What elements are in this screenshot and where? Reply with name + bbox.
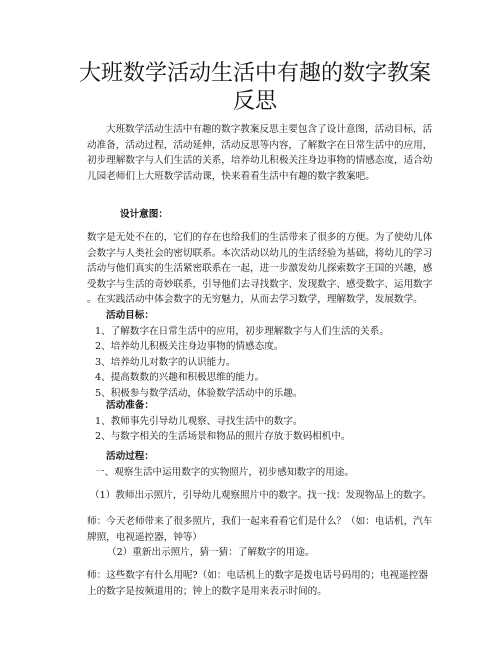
design-paragraph xyxy=(87,230,437,308)
document-title-line-1: 大班数学活动生活中有趣的数字教案 xyxy=(78,61,431,86)
process-q2 xyxy=(87,568,437,599)
intro-line: 儿园老师们上大班数学活动课，快来看看生活中有趣的数字教案吧。 xyxy=(87,170,375,182)
process-q1-line: 师：今天老师带来了很多照片，我们一起来看看它们是什么？（如：电话机，汽车 xyxy=(87,516,433,527)
process-q2-line: 师：这些数字有什么用呢?（如：电话机上的数字是拨电话号码用的；电视遥控器 xyxy=(87,570,428,581)
goals-section xyxy=(87,308,437,402)
goal-item: 1、了解数字在日常生活中的应用，初步理解数字与人们生活的关系。 xyxy=(95,325,389,337)
process-sub-2: （2）重新出示照片，猜一猜：了解数字的用途。 xyxy=(107,547,315,559)
goal-item: 2、培养幼儿积极关注身边事物的情感态度。 xyxy=(95,341,284,353)
design-line: 数字是无处不在的，它们的存在也给我们的生活带来了很多的方便。为了使幼儿体 xyxy=(87,232,433,243)
process-step-1: 一、观察生活中运用数字的实物照片，初步感知数字的用途。 xyxy=(95,466,355,478)
goal-item: 3、培养幼儿对数字的认识能力。 xyxy=(95,356,236,368)
prep-heading: 活动准备： xyxy=(106,400,154,411)
document-title-line-2: 反思 xyxy=(232,89,277,114)
prep-section xyxy=(87,398,437,445)
design-line: 受数字与生活的奇妙联系，引导他们去寻找数字、发现数字、感受数字、运用数字 xyxy=(87,278,433,290)
process-sub-1-text: （1）教师出示照片，引导幼儿观察照片中的数字。找一找：发现物品上的数字。 xyxy=(90,490,432,501)
design-heading-block xyxy=(87,207,437,223)
process-section xyxy=(87,449,437,480)
intro-line: 大班数学活动生活中有趣的数字教案反思主要包含了设计意图，活动目标，活 xyxy=(106,124,433,135)
design-line: 会数字与人类社会的密切联系。本次活动以幼儿的生活经验为基础，将幼儿的学习 xyxy=(87,247,433,259)
process-q1-line: 牌照，电视遥控器，钟等） xyxy=(87,531,203,543)
prep-item: 1、教师事先引导幼儿观察、寻找生活中的数字。 xyxy=(95,415,303,427)
intro-line: 动准备，活动过程，活动延伸，活动反思等内容，了解数字在日常生活中的应用， xyxy=(87,139,433,151)
goals-heading: 活动目标： xyxy=(106,310,154,321)
design-line: 。在实践活动中体会数字的无穷魅力，从而去学习数学，理解数学，发展数学。 xyxy=(87,294,423,306)
prep-item: 2、与数字相关的生活场景和物品的照片存放于数码相机中。 xyxy=(95,431,351,443)
process-heading: 活动过程： xyxy=(106,451,154,462)
process-sub-1 xyxy=(90,488,440,504)
design-line: 活动与他们真实的生活紧密联系在一起，进一步激发幼儿探索数字王国的兴趣，感 xyxy=(87,263,433,275)
process-q1 xyxy=(87,514,437,561)
design-heading: 设计意图： xyxy=(120,209,168,220)
intro-paragraph xyxy=(87,122,437,184)
goal-item: 4、提高数数的兴趣和积极思维的能力。 xyxy=(95,372,265,384)
process-q2-line: 上的数字是按频道用的；钟上的数字是用来表示时间的。 xyxy=(87,585,327,597)
goal-item: 5、积极参与数学活动，体验数学活动中的乐趣。 xyxy=(95,387,303,399)
intro-line: 初步理解数字与人们生活的关系，培养幼儿积极关注身边事物的情感态度，适合幼 xyxy=(87,155,433,167)
